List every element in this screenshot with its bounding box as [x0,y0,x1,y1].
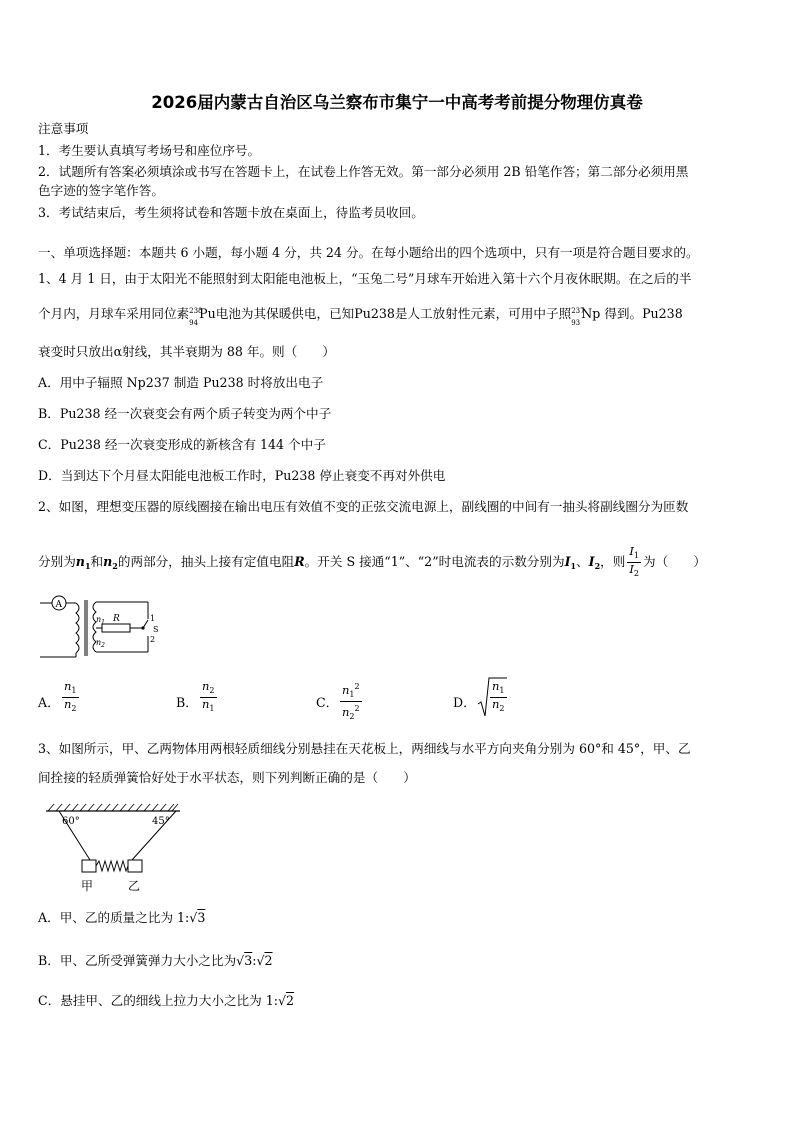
ceiling-hatch [48,804,178,811]
superscript: 2 [354,682,360,691]
ammeter-label: A [55,600,62,610]
q2-text: 和 [90,554,104,569]
subscript: 1 [84,561,91,571]
notice-item: 3．考试结束后，考生须将试卷和答题卡放在桌面上，待监考员收回。 [38,205,424,220]
notice-heading: 注意事项 [38,121,89,136]
var-i: I [629,562,634,576]
option-fraction [62,680,79,715]
fig-terminal-2: 2 [150,635,156,644]
np-nuclide [571,306,585,327]
subscript: 1 [71,686,77,695]
label-yi: 乙 [128,879,141,893]
switch-icon [143,620,148,628]
fig-switch-label: S [153,625,159,634]
var-n: n [492,679,500,693]
var-n: n [202,697,210,711]
pu-symbol: Pu [199,306,216,321]
var-n: n [64,679,72,693]
fig-subscript: 2 [101,642,105,649]
colon: : [252,953,257,968]
q2-text: 。开关 S 接通“1”、“2”时电流表的示数分别为 [304,554,565,569]
notice-item: 1．考生要认真填写考场号和座位序号。 [38,143,261,158]
angle-60-label: 60° [62,816,80,827]
resistor-icon [102,624,130,632]
q1-stem-line: 衰变时只放出α射线，其半衰期为 88 年。则（ ） [38,344,336,359]
page-title: 2026届内蒙古自治区乌兰察布市集宁一中高考考前提分物理仿真卷 [151,93,643,112]
var-i: I [564,554,571,569]
option-text: B．甲、乙所受弹簧弹力大小之比为 [38,953,237,968]
subscript: 1 [633,551,639,560]
transformer-circuit-figure [40,592,165,662]
q1-option-a: A．用中子辐照 Np237 制造 Pu238 时将放出电子 [38,375,324,390]
q3-stem-line: 3、如图所示，甲、乙两物体用两根轻质细线分别悬挂在天花板上，两细线与水平方向夹角分别为 60°和 45°，甲、乙 [38,741,691,756]
sqrt-sign-icon: √ [256,953,265,968]
subscript: 1 [349,690,355,699]
np-atomic-number: 93 [571,318,581,327]
subscript: 1 [209,704,215,713]
q1-text: 电池为其保暖供电，已知Pu238是人工放射性元素，可用中子照 [215,306,572,321]
q1-option-b: B．Pu238 经一次衰变会有两个质子转变为两个中子 [38,406,332,421]
radicand: 2 [264,953,273,968]
notice-item: 色字迹的签字笔作答。 [38,183,164,198]
var-n: n [64,697,72,711]
var-n: n [342,705,350,719]
sqrt-sign-icon: √ [236,953,245,968]
option-fraction [340,680,362,723]
q3-stem-line: 间拴接的轻质弹簧恰好处于水平状态，则下列判断正确的是（ ） [38,770,416,785]
subscript: 2 [499,704,505,713]
q2-text: 为（ ） [642,554,706,569]
var-r: R [294,554,305,569]
fig-n-label: n [96,615,102,624]
radicand: 3 [197,910,206,925]
var-n: n [342,683,350,697]
option-label: D． [453,695,476,710]
q2-stem-line: 2、如图，理想变压器的原线圈接在输出电压有效值不变的正弦交流电源上，副线圈的中间有一抽头将副线圈分为匝数 [38,499,689,514]
var-n: n [202,679,210,693]
fig-subscript: 1 [101,619,105,626]
q3-option-b [38,953,273,969]
fig-r-label: R [113,614,120,624]
fig-n-label: n [96,638,102,647]
radicand: 2 [286,993,295,1008]
q2-text: ，则 [600,554,626,569]
subscript: 2 [349,712,355,721]
var-n: n [492,697,500,711]
block-jia [82,860,96,872]
option-label: A． [38,695,60,710]
var-n: n [103,554,113,569]
svg-text:n1 [96,615,105,626]
option-text: A．甲、乙的质量之比为 1: [38,910,190,925]
superscript: 2 [354,704,360,713]
subscript: 2 [71,704,77,713]
subscript: 2 [633,569,639,578]
sqrt-sign-icon: √ [189,910,198,925]
subscript: 2 [594,561,601,571]
subscript: 2 [112,561,118,571]
pu-mass-number: 238 [189,306,203,315]
q1-stem-line [38,306,683,327]
fig-terminal-1: 1 [150,614,156,623]
subscript: 1 [499,686,505,695]
q1-stem-line: 1、4 月 1 日，由于太阳光不能照射到太阳能电池板上，“玉兔二号”月球车开始进入第十六个月夜休眠期。在之后的半 [38,271,692,286]
radicand: 3 [244,953,253,968]
q3-option-c [38,993,294,1009]
notice-item: 2．试题所有答案必须填涂或书写在答题卡上，在试卷上作答无效。第一部分必须用 2B 铅笔作答；第二部分必须用黑 [38,164,689,179]
svg-text:n2 [96,638,105,649]
section-heading: 一、单项选择题：本题共 6 小题，每小题 4 分，共 24 分。在每小题给出的四个选项中，只有一项是符合题目要求的。 [38,245,699,260]
var-i: I [588,554,595,569]
np-mass-number: 237 [571,306,585,315]
block-yi [128,860,142,872]
option-text: C．悬挂甲、乙的细线上拉力大小之比为 1: [38,993,278,1008]
q1-option-c: C．Pu238 经一次衰变形成的新核含有 144 个中子 [38,437,326,452]
q2-stem-line [38,545,706,580]
np-symbol: Np [581,306,601,321]
spring-icon [96,861,128,871]
option-fraction [200,680,217,715]
q1-text: 得到。Pu238 [604,306,683,321]
q1-text: 个月内，月球车采用同位素 [38,306,190,321]
q1-option-d: D．当到达下个月昼太阳能电池板工作时，Pu238 停止衰变不再对外供电 [38,468,446,483]
option-label: B． [176,695,198,710]
pu-atomic-number: 94 [189,318,199,327]
label-jia: 甲 [81,879,94,893]
subscript: 1 [570,561,577,571]
angle-45-label: 45° [152,816,170,827]
hanging-masses-figure [44,802,184,894]
var-n: n [75,554,85,569]
sqrt-sign-icon: √ [278,993,287,1008]
var-i: I [629,544,634,558]
q2-text: 分别为 [38,554,76,569]
q2-text: 、 [576,554,589,569]
q2-text: 的两部分，抽头上接有定值电阻 [117,554,295,569]
ratio-fraction [627,545,641,580]
subscript: 2 [209,686,215,695]
pu-nuclide [189,306,203,327]
primary-coil-icon [76,603,79,653]
option-fraction [490,680,507,715]
option-label: C． [316,695,339,710]
q3-option-a [38,910,205,926]
